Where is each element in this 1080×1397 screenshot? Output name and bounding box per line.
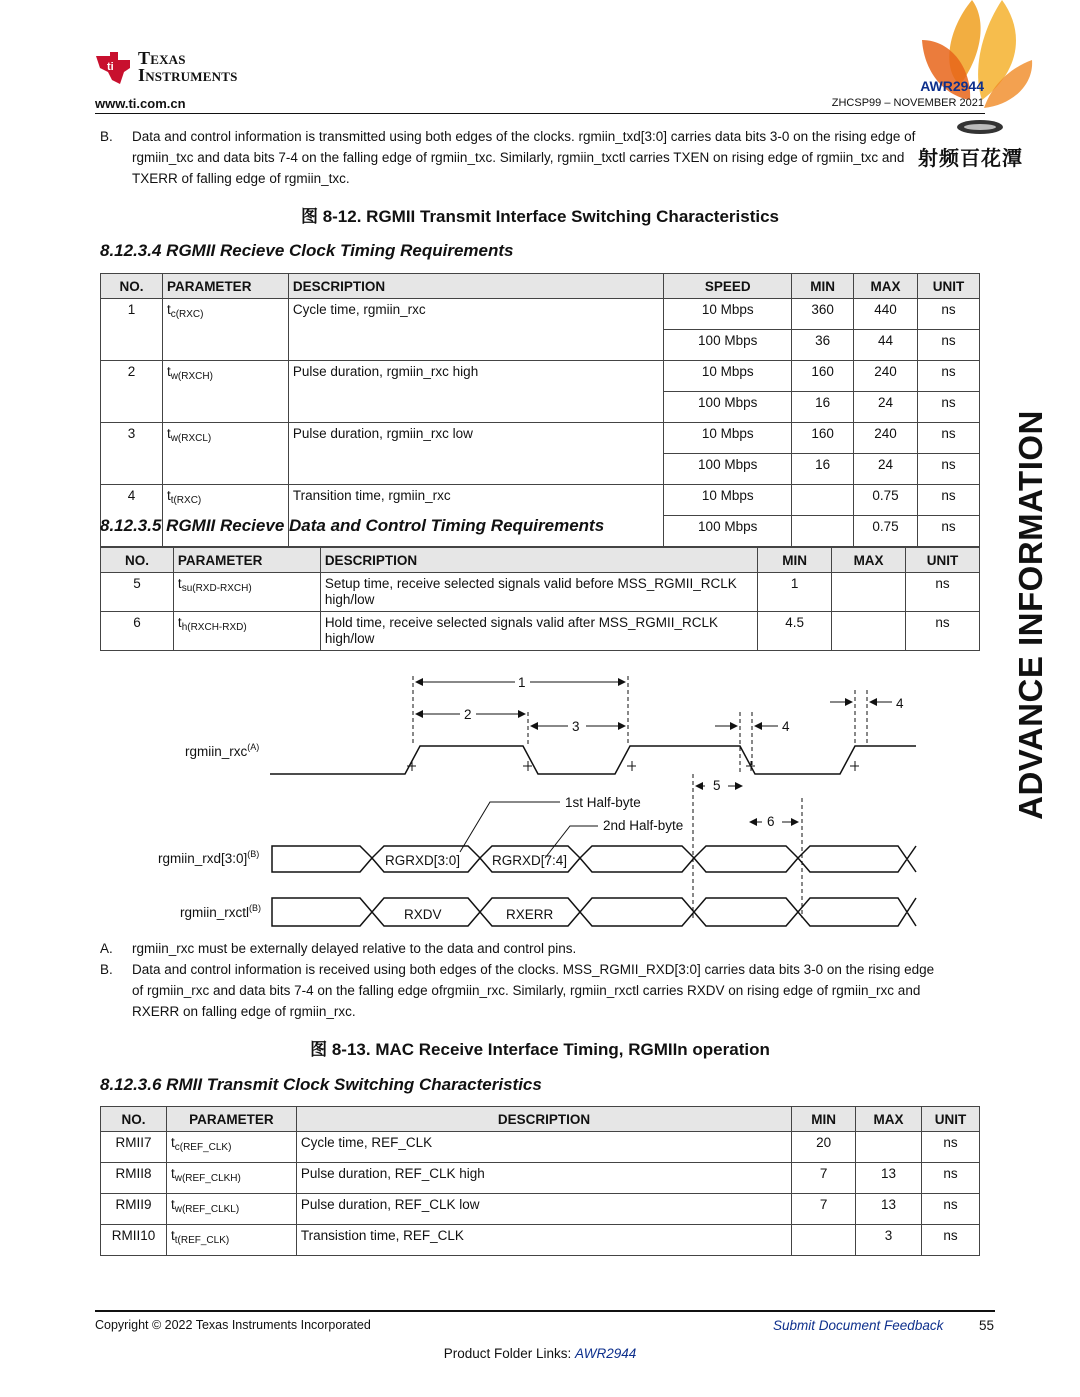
section-title-8-12-3-4: 8.12.3.4 RGMII Recieve Clock Timing Requirements [100, 241, 514, 260]
cell-max: 13 [856, 1194, 922, 1225]
cell-desc: Cycle time, rgmiin_rxc [288, 299, 663, 361]
cell-unit: ns [906, 573, 980, 612]
cell-speed: 10 Mbps [664, 299, 792, 330]
note-b [100, 959, 980, 1023]
side-banner-text: ADVANCE INFORMATION [1012, 410, 1049, 820]
cell-no: 3 [101, 423, 163, 485]
product-folder-link[interactable]: AWR2944 [575, 1346, 637, 1361]
col-header: NO. [101, 548, 174, 573]
table-row [101, 1163, 980, 1194]
cell-desc: Pulse duration, rgmiin_rxc low [288, 423, 663, 485]
note-line: TXERR of falling edge of rgmiin_txc. [132, 171, 350, 186]
cell-min: 16 [792, 392, 854, 423]
note-line: RXERR on falling edge of rgmiin_rxc. [132, 1004, 356, 1019]
cell-desc: Hold time, receive selected signals valid after MSS_RGMII_RCLK high/low [320, 612, 757, 651]
side-banner [1010, 410, 1052, 820]
note-a [100, 938, 980, 959]
cell-max: 440 [854, 299, 918, 330]
cell-unit: ns [906, 612, 980, 651]
cell-min [792, 1225, 856, 1256]
table-row [101, 299, 980, 330]
website-link[interactable]: www.ti.com.cn [95, 96, 186, 111]
cell-unit: ns [922, 1225, 980, 1256]
cell-unit: ns [918, 423, 980, 454]
rxd-bus [272, 846, 916, 872]
cell-unit: ns [918, 299, 980, 330]
col-header: PARAMETER [162, 274, 288, 299]
note-label: B. [100, 129, 113, 144]
cell-unit: ns [918, 330, 980, 361]
cell-min: 360 [792, 299, 854, 330]
table-row [101, 1132, 980, 1163]
col-header: MAX [832, 548, 906, 573]
signal-rxc: rgmiin_rxc$^{(A)}$ [185, 742, 260, 759]
rxctl-bus [272, 898, 916, 926]
section-title-8-12-3-5: 8.12.3.5 RGMII Recieve Data and Control Timing Requirements [100, 516, 605, 535]
brand-line-2: Instruments [138, 65, 238, 85]
rxctl-cell-rxerr: RXERR [506, 907, 554, 922]
rxd-cell-hi: RGRXD[7:4] [492, 853, 568, 868]
cell-desc: Pulse duration, rgmiin_rxc high [288, 361, 663, 423]
col-header: MAX [854, 274, 918, 299]
cell-desc: Pulse duration, REF_CLK low [296, 1194, 791, 1225]
cell-max: 24 [854, 392, 918, 423]
cell-max [832, 573, 906, 612]
col-header: DESCRIPTION [320, 548, 757, 573]
note-line: rgmiin_txc and data bits 7-4 on the falling edge of rgmiin_txc. Similarly, rgmiin_txctl carries TXEN on rising edge of rgmiin_txc and [132, 150, 905, 165]
col-header: NO. [101, 1107, 167, 1132]
cell-min: 1 [758, 573, 832, 612]
col-header: PARAMETER [166, 1107, 296, 1132]
part-number[interactable]: AWR2944 [920, 78, 984, 94]
cell-desc: Cycle time, REF_CLK [296, 1132, 791, 1163]
page-number: 55 [979, 1318, 995, 1333]
col-header: UNIT [922, 1107, 980, 1132]
cell-min: 20 [792, 1132, 856, 1163]
cell-min [792, 485, 854, 516]
cell-param: $t_{w(REF\_CLKL)}$ [166, 1194, 296, 1225]
cell-max [856, 1132, 922, 1163]
watermark-flower-icon [912, 0, 1042, 112]
product-folder-links [0, 1346, 1080, 1361]
note-label: B. [100, 962, 113, 977]
label-4a: 4 [782, 719, 790, 734]
note-line: of rgmiin_rxc and data bits 7-4 on the falling edge ofrgmiin_rxc. Similarly, rgmiin_rxctl carries RXDV on rising edge of rgmiin_rxc and [132, 983, 921, 998]
submit-feedback-link[interactable]: Submit Document Feedback [773, 1318, 944, 1333]
signal-rxd: rgmiin_rxd[3:0]$^{(B)}$ [158, 849, 260, 866]
note-top [100, 126, 920, 190]
rgmii-receive-timing-diagram [150, 668, 930, 938]
cell-desc: Transistion time, REF_CLK [296, 1225, 791, 1256]
copyright: Copyright © 2022 Texas Instruments Incorporated [95, 1318, 371, 1332]
cell-no: 1 [101, 299, 163, 361]
col-header: UNIT [918, 274, 980, 299]
cell-no: 4 [101, 485, 163, 547]
signal-rxctl: rgmiin_rxctl$^{(B)}$ [180, 903, 262, 920]
cell-speed: 100 Mbps [664, 454, 792, 485]
figure-caption-8-13: 图 8-13. MAC Receive Interface Timing, RGMIIn operation [310, 1040, 770, 1059]
cell-min [792, 516, 854, 547]
cell-max: 240 [854, 423, 918, 454]
cell-max: 0.75 [854, 485, 918, 516]
col-header: SPEED [664, 274, 792, 299]
cell-max: 0.75 [854, 516, 918, 547]
col-header: NO. [101, 274, 163, 299]
cell-min: 36 [792, 330, 854, 361]
note-line: Data and control information is transmitted using both edges of the clocks. rgmiin_txd[3:0] carries data bits 3-0 on the rising edge of [132, 129, 916, 144]
cell-max: 44 [854, 330, 918, 361]
svg-text:ti: ti [107, 61, 114, 73]
cell-min: 16 [792, 454, 854, 485]
table-row [101, 1194, 980, 1225]
rxc-waveform [270, 746, 916, 774]
watermark-text: 射频百花潭 [918, 146, 1023, 170]
table-row [101, 612, 980, 651]
col-header: PARAMETER [173, 548, 320, 573]
cell-speed: 10 Mbps [664, 361, 792, 392]
note-label: A. [100, 941, 113, 956]
ti-logo[interactable] [94, 50, 238, 86]
cell-speed: 10 Mbps [664, 423, 792, 454]
table-row [101, 485, 980, 516]
cell-param: $t_{su(RXD-RXCH)}$ [173, 573, 320, 612]
cell-speed: 10 Mbps [664, 485, 792, 516]
rmii-clock-table [100, 1106, 980, 1256]
cell-param: $t_{w(RXCH)}$ [162, 361, 288, 423]
cell-unit: ns [922, 1163, 980, 1194]
cell-max: 24 [854, 454, 918, 485]
col-header: DESCRIPTION [296, 1107, 791, 1132]
col-header: MIN [758, 548, 832, 573]
cell-min: 160 [792, 361, 854, 392]
cell-speed: 100 Mbps [664, 516, 792, 547]
label-2nd-half: 2nd Half-byte [603, 818, 684, 833]
table-row [101, 1225, 980, 1256]
table-row [101, 361, 980, 392]
col-header: DESCRIPTION [288, 274, 663, 299]
table-header-row [101, 548, 980, 573]
table-header-row [101, 274, 980, 299]
watermark-disc-icon [955, 118, 1005, 136]
cell-param: $t_{w(RXCL)}$ [162, 423, 288, 485]
cell-unit: ns [918, 485, 980, 516]
cell-no: 6 [101, 612, 174, 651]
rx-clock-timing-table [100, 273, 980, 547]
header-rule [95, 113, 985, 114]
cell-max: 3 [856, 1225, 922, 1256]
rxctl-cell-rxdv: RXDV [404, 907, 442, 922]
label-6: 6 [767, 814, 775, 829]
cell-no: 5 [101, 573, 174, 612]
cell-desc: Pulse duration, REF_CLK high [296, 1163, 791, 1194]
cell-unit: ns [918, 392, 980, 423]
label-3: 3 [572, 719, 580, 734]
col-header: MIN [792, 274, 854, 299]
cell-param: $t_{w(REF\_CLKH)}$ [166, 1163, 296, 1194]
cell-unit: ns [918, 516, 980, 547]
cell-desc: Transition time, rgmiin_rxc [288, 485, 663, 547]
cell-max [832, 612, 906, 651]
cell-unit: ns [918, 454, 980, 485]
cell-max: 13 [856, 1163, 922, 1194]
col-header: MIN [792, 1107, 856, 1132]
rxc-tick [407, 761, 859, 771]
cell-unit: ns [922, 1132, 980, 1163]
cell-min: 7 [792, 1194, 856, 1225]
footer-rule [95, 1310, 995, 1312]
label-2: 2 [464, 707, 472, 722]
cell-desc: Setup time, receive selected signals valid before MSS_RGMII_RCLK high/low [320, 573, 757, 612]
cell-speed: 100 Mbps [664, 330, 792, 361]
label-1: 1 [518, 675, 526, 690]
col-header: MAX [856, 1107, 922, 1132]
cell-min: 4.5 [758, 612, 832, 651]
cell-param: $t_{h(RXCH-RXD)}$ [173, 612, 320, 651]
table-row [101, 423, 980, 454]
cell-no: RMII9 [101, 1194, 167, 1225]
cell-param: $t_{t(REF\_CLK)}$ [166, 1225, 296, 1256]
cell-param: $t_{t(RXC)}$ [162, 485, 288, 547]
cell-no: RMII10 [101, 1225, 167, 1256]
cell-no: RMII8 [101, 1163, 167, 1194]
brand-line-1: Texas [138, 48, 186, 68]
cell-param: $t_{c(RXC)}$ [162, 299, 288, 361]
cell-min: 160 [792, 423, 854, 454]
pointer-1st [460, 802, 560, 852]
label-1st-half: 1st Half-byte [565, 795, 641, 810]
cell-min: 7 [792, 1163, 856, 1194]
table-header-row [101, 1107, 980, 1132]
cell-speed: 100 Mbps [664, 392, 792, 423]
cell-unit: ns [918, 361, 980, 392]
rx-data-timing-table [100, 547, 980, 651]
note-line: Data and control information is received using both edges of the clocks. MSS_RGMII_RXD[3:0] carries data bits 3-0 on the rising edge [132, 962, 935, 977]
cell-no: RMII7 [101, 1132, 167, 1163]
cell-max: 240 [854, 361, 918, 392]
section-title-8-12-3-6: 8.12.3.6 RMII Transmit Clock Switching Characteristics [100, 1075, 542, 1094]
figure-caption-8-12: 图 8-12. RGMII Transmit Interface Switching Characteristics [300, 207, 780, 226]
doc-id: ZHCSP99 – NOVEMBER 2021 [831, 97, 984, 109]
rxd-cell-lo: RGRXD[3:0] [385, 853, 461, 868]
col-header: UNIT [906, 548, 980, 573]
table-row [101, 573, 980, 612]
note-line: rgmiin_rxc must be externally delayed relative to the data and control pins. [132, 941, 577, 956]
cell-param: $t_{c(REF\_CLK)}$ [166, 1132, 296, 1163]
cell-unit: ns [922, 1194, 980, 1225]
product-folder-label: Product Folder Links: [443, 1346, 572, 1361]
cell-no: 2 [101, 361, 163, 423]
label-5: 5 [713, 778, 721, 793]
label-4b: 4 [896, 696, 904, 711]
ti-state-icon [94, 50, 134, 86]
